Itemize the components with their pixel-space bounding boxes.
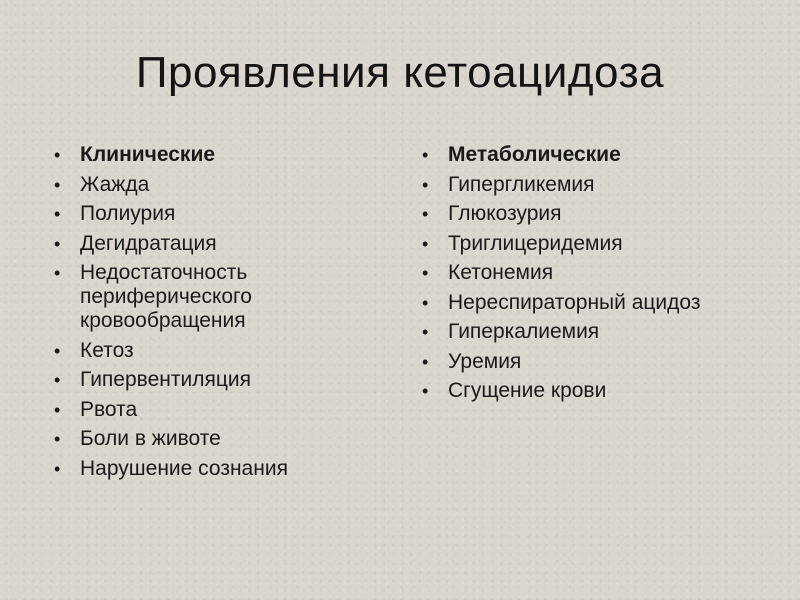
list-item-text: Нереспираторный ацидоз xyxy=(448,290,701,314)
list-item-text: Уремия xyxy=(448,349,522,373)
list-item-text: Сгущение крови xyxy=(448,379,607,402)
bullet-icon: • xyxy=(422,292,429,313)
bullet-icon: • xyxy=(422,174,429,195)
list-item xyxy=(420,173,760,197)
list-item-text: Полиурия xyxy=(80,202,176,225)
bullet-icon: • xyxy=(54,263,61,283)
list-item-text: Триглицеридемия xyxy=(448,231,623,255)
list-item-text: Кетонемия xyxy=(448,261,554,284)
list-item xyxy=(52,368,372,392)
bullet-icon: • xyxy=(54,340,61,361)
slide-title: Проявления кетоацидоза xyxy=(135,48,665,97)
bullet-icon: • xyxy=(422,204,429,224)
bullet-icon: • xyxy=(422,233,429,254)
list-item xyxy=(420,202,760,226)
bullet-icon: • xyxy=(54,399,61,420)
bullet-icon: • xyxy=(54,145,61,165)
clinical-heading: Клинические xyxy=(80,143,216,166)
bullet-icon: • xyxy=(54,204,61,224)
metabolic-heading: Метаболические xyxy=(448,143,621,166)
list-item-text: Дегидратация xyxy=(80,231,217,255)
list-heading xyxy=(420,143,760,167)
bullet-icon: • xyxy=(54,233,61,254)
list-item xyxy=(52,261,372,333)
clinical-list xyxy=(52,143,372,486)
bullet-icon: • xyxy=(422,145,429,165)
list-item xyxy=(420,379,760,403)
bullet-icon: • xyxy=(422,351,429,372)
list-item xyxy=(52,457,372,481)
list-item xyxy=(52,339,372,363)
list-item xyxy=(420,320,760,344)
list-item xyxy=(52,173,372,197)
list-item xyxy=(420,232,760,256)
list-item-text: Гипергликемия xyxy=(448,172,595,196)
list-item-text: Жажда xyxy=(80,172,150,196)
bullet-icon: • xyxy=(422,322,429,342)
list-item xyxy=(420,291,760,315)
list-item-text: Гиперкалиемия xyxy=(448,320,600,343)
list-item xyxy=(52,232,372,256)
list-item-text: Недостаточность периферического кровообращения xyxy=(80,261,252,332)
list-item-text: Кетоз xyxy=(80,338,134,362)
list-item xyxy=(420,350,760,374)
list-item xyxy=(420,261,760,285)
list-item-text: Рвота xyxy=(80,397,138,421)
bullet-icon: • xyxy=(54,458,61,479)
list-item xyxy=(52,427,372,451)
bullet-icon: • xyxy=(422,263,429,283)
list-heading xyxy=(52,143,372,167)
list-item-text: Нарушение сознания xyxy=(80,456,288,480)
list-item-text: Гипервентиляция xyxy=(80,368,251,391)
bullet-icon: • xyxy=(54,370,61,390)
bullet-icon: • xyxy=(54,429,61,449)
bullet-icon: • xyxy=(54,174,61,195)
list-item xyxy=(52,398,372,422)
bullet-icon: • xyxy=(422,381,429,401)
list-item-text: Боли в животе xyxy=(80,427,221,450)
list-item xyxy=(52,202,372,226)
list-item-text: Глюкозурия xyxy=(448,202,562,225)
metabolic-list xyxy=(420,143,760,409)
